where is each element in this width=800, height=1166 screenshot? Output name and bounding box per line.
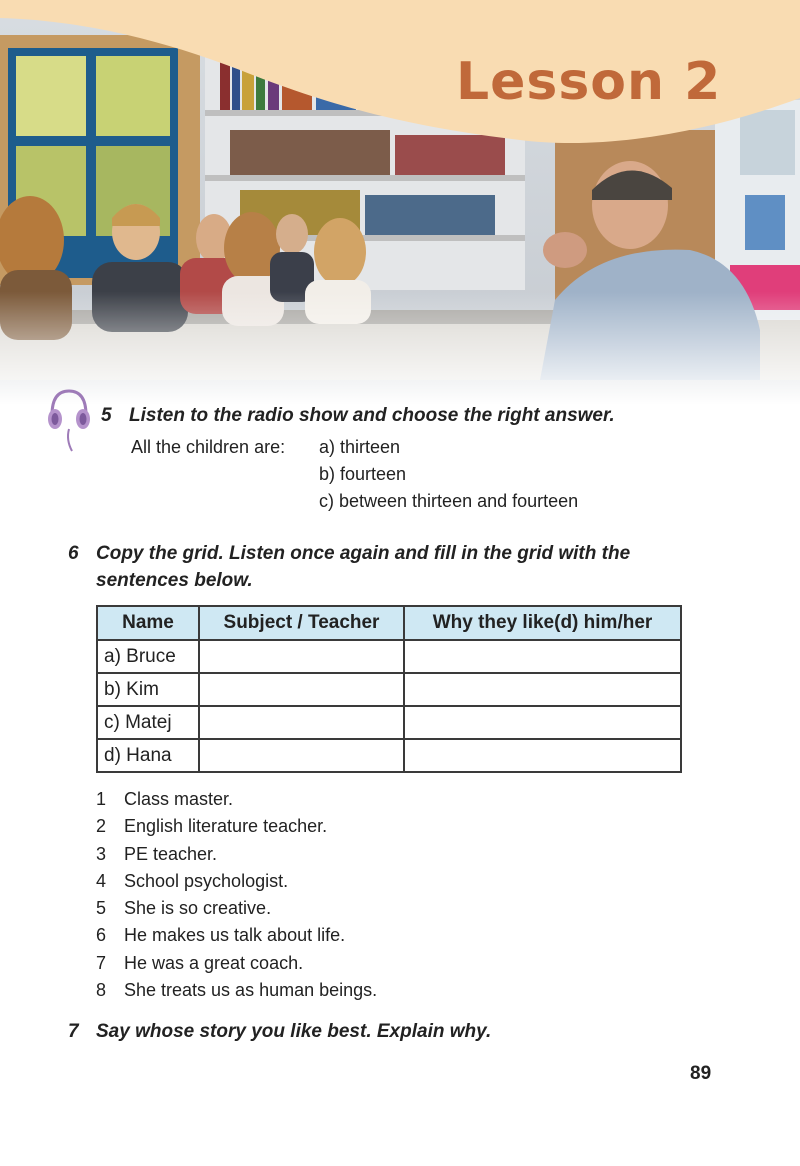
exercise-6-instruction-line-2: sentences below. [96,570,253,591]
grid-header-why: Why they like(d) him/her [404,606,681,640]
grid-cell-name: d) Hana [97,739,199,772]
headphones-icon [46,385,92,455]
list-item [96,788,377,815]
list-item-number: 2 [96,816,107,837]
list-item-text: PE teacher. [124,843,218,864]
exercise-5-instruction: Listen to the radio show and choose the right answer. [129,405,615,426]
list-item [96,815,377,842]
grid-cell-empty [199,739,404,772]
list-item-number: 7 [96,952,107,973]
exercise-5-number: 5 [101,405,112,426]
exercise-7-number: 7 [68,1021,79,1042]
list-item [96,843,377,870]
list-item-text: School psychologist. [124,870,289,891]
list-item-text: Class master. [124,789,234,809]
answer-grid [96,605,682,773]
list-item-text: He was a great coach. [124,952,304,973]
sentence-list [96,788,377,1006]
grid-cell-empty [404,739,681,772]
list-item-number: 1 [96,789,107,809]
list-item-number: 4 [96,870,107,891]
grid-cell-empty [199,640,404,673]
grid-cell-name: b) Kim [97,673,199,706]
exercise-5-option: a) thirteen [319,437,401,457]
grid-cell-name: c) Matej [97,706,199,739]
exercise-5-option: c) between thirteen and fourteen [319,491,579,511]
grid-cell-empty [199,673,404,706]
grid-row [97,739,681,772]
grid-cell-empty [404,673,681,706]
list-item [96,870,377,897]
page-number: 89 [690,1063,712,1084]
grid-header-row [97,606,681,640]
list-item-number: 6 [96,925,107,946]
lesson-title: Lesson 2 [456,52,722,112]
list-item [96,952,377,979]
exercise-5-prompt: All the children are: [131,437,286,457]
list-item [96,979,377,1006]
list-item-text: English literature teacher. [124,816,328,837]
grid-cell-name: a) Bruce [97,640,199,673]
list-item-text: She is so creative. [124,898,272,919]
list-item [96,897,377,924]
list-item-number: 8 [96,980,107,1001]
grid-row [97,673,681,706]
exercise-7-instruction: Say whose story you like best. Explain why. [96,1021,492,1042]
exercise-5-option: b) fourteen [319,464,407,484]
list-item-number: 3 [96,843,107,864]
grid-row [97,706,681,739]
list-item-number: 5 [96,898,107,919]
list-item-text: He makes us talk about life. [124,925,346,946]
list-item [96,924,377,951]
exercise-6-number: 6 [68,543,79,564]
grid-row [97,640,681,673]
list-item-text: She treats us as human beings. [124,980,378,1001]
grid-header-name: Name [97,606,199,640]
grid-cell-empty [199,706,404,739]
grid-cell-empty [404,706,681,739]
exercise-6-instruction-line-1: Copy the grid. Listen once again and fill in the grid with the [96,543,631,564]
grid-cell-empty [404,640,681,673]
grid-header-subject: Subject / Teacher [199,606,404,640]
